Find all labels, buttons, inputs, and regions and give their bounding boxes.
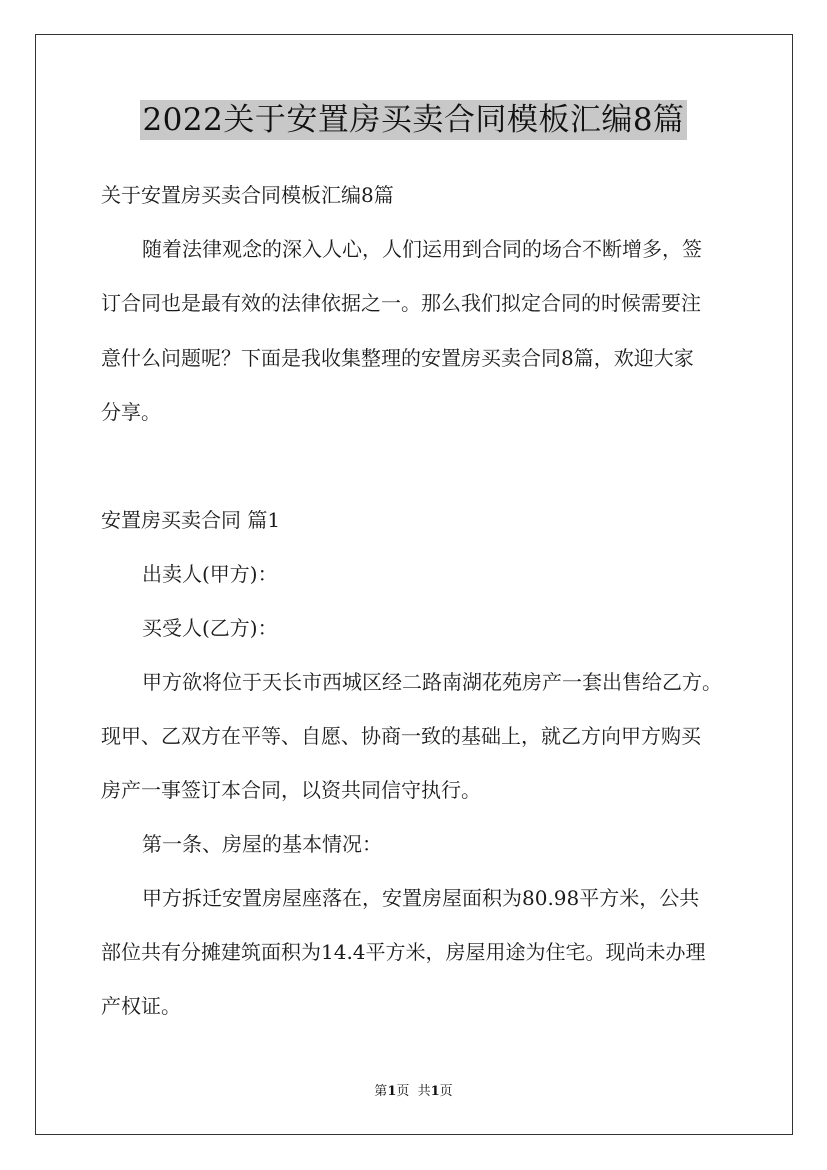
footer-label-1: 第 [374, 1084, 388, 1099]
article-1-line-1: 甲方拆迁安置房屋座落在，安置房屋面积为80.98平方米，公共 [142, 886, 700, 910]
section-heading: 安置房买卖合同 篇1 [101, 508, 281, 532]
article-1-line-2: 部位共有分摊建筑面积为14.4平方米，房屋用途为住宅。现尚未办理 [101, 940, 706, 964]
document-title: 2022关于安置房买卖合同模板汇编8篇 [142, 102, 685, 138]
article-1-line-3: 产权证。 [101, 994, 181, 1018]
footer-total-pages: 1 [430, 1084, 440, 1099]
title-container [0, 100, 827, 140]
paragraph-line-1: 甲方欲将位于天长市西城区经二路南湖花苑房产一套出售给乙方。 [142, 670, 722, 694]
paragraph-line-2: 现甲、乙双方在平等、自愿、协商一致的基础上，就乙方向甲方购买 [101, 724, 701, 748]
buyer-line: 买受人(乙方)： [142, 616, 278, 640]
intro-line-3: 意什么问题呢？下面是我收集整理的安置房买卖合同8篇，欢迎大家 [101, 346, 694, 370]
seller-line: 出卖人(甲方)： [142, 562, 278, 586]
intro-line-4: 分享。 [101, 400, 161, 424]
document-subtitle: 关于安置房买卖合同模板汇编8篇 [101, 183, 394, 207]
footer-label-3: 页 [439, 1084, 453, 1099]
footer-page-number: 1 [387, 1084, 397, 1099]
intro-line-1: 随着法律观念的深入人心，人们运用到合同的场合不断增多，签 [142, 237, 702, 261]
article-1-heading: 第一条、房屋的基本情况： [142, 832, 382, 856]
intro-line-2: 订合同也是最有效的法律依据之一。那么我们拟定合同的时候需要注 [101, 291, 701, 315]
footer-label-2: 页 共 [396, 1084, 431, 1099]
paragraph-line-3: 房产一事签订本合同，以资共同信守执行。 [101, 778, 481, 802]
page-footer [0, 1083, 827, 1101]
